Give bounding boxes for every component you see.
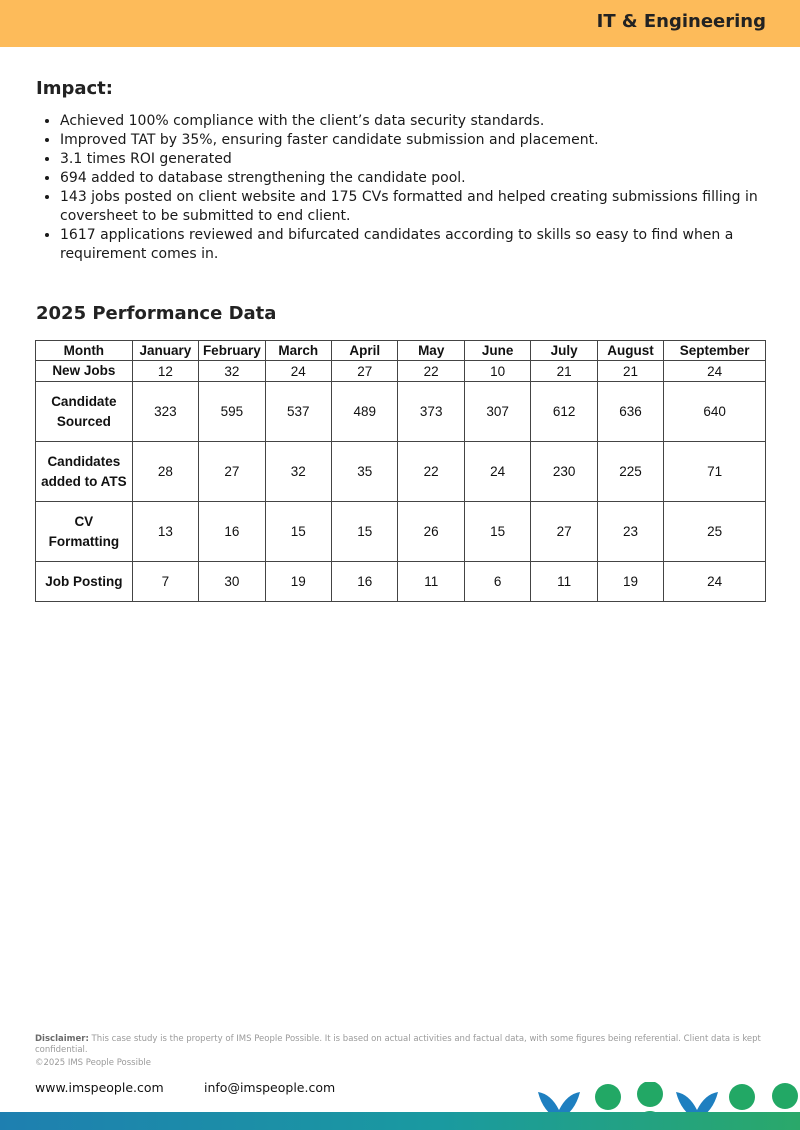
table-cell: 323 bbox=[132, 382, 198, 442]
month-header: August bbox=[597, 341, 663, 361]
month-header: May bbox=[398, 341, 464, 361]
table-cell: 32 bbox=[265, 442, 331, 502]
table-cell: 11 bbox=[531, 562, 597, 602]
disclaimer-text: This case study is the property of IMS People Possible. It is based on actual activities and factual data, with some figures being referential. Client data is kept confidential. bbox=[35, 1034, 761, 1055]
table-cell: 640 bbox=[664, 382, 766, 442]
table-cell: 25 bbox=[664, 502, 766, 562]
table-cell: 15 bbox=[265, 502, 331, 562]
table-cell: 26 bbox=[398, 502, 464, 562]
table-cell: 21 bbox=[597, 361, 663, 382]
row-label: Job Posting bbox=[36, 562, 133, 602]
table-cell: 24 bbox=[265, 361, 331, 382]
table-row bbox=[36, 442, 766, 502]
table-cell: 595 bbox=[199, 382, 265, 442]
table-cell: 225 bbox=[597, 442, 663, 502]
impact-item: • 143 jobs posted on client website and 175 CVs formatted and helped creating submissions filling in coversheet to be submitted to end client. bbox=[60, 188, 765, 226]
table-cell: 21 bbox=[531, 361, 597, 382]
table-cell: 22 bbox=[398, 361, 464, 382]
table-cell: 23 bbox=[597, 502, 663, 562]
table-cell: 612 bbox=[531, 382, 597, 442]
table-cell: 27 bbox=[199, 442, 265, 502]
table-row bbox=[36, 361, 766, 382]
logo-head-shape bbox=[772, 1083, 798, 1109]
table-cell: 16 bbox=[199, 502, 265, 562]
table-cell: 537 bbox=[265, 382, 331, 442]
logo-head-shape bbox=[637, 1082, 663, 1107]
impact-list bbox=[60, 112, 765, 264]
performance-heading: 2025 Performance Data bbox=[36, 303, 277, 324]
table-cell: 7 bbox=[132, 562, 198, 602]
month-header: January bbox=[132, 341, 198, 361]
disclaimer-label: Disclaimer: bbox=[35, 1034, 89, 1044]
month-header: April bbox=[332, 341, 398, 361]
header-title: IT & Engineering bbox=[596, 11, 766, 32]
corner-header: Month bbox=[36, 341, 133, 361]
month-header: July bbox=[531, 341, 597, 361]
table-cell: 22 bbox=[398, 442, 464, 502]
table-header-row bbox=[36, 341, 766, 361]
table-cell: 10 bbox=[464, 361, 530, 382]
table-row bbox=[36, 502, 766, 562]
impact-item: • 3.1 times ROI generated bbox=[60, 150, 765, 169]
table-cell: 27 bbox=[531, 502, 597, 562]
impact-heading: Impact: bbox=[36, 78, 113, 99]
table-cell: 28 bbox=[132, 442, 198, 502]
disclaimer bbox=[35, 1034, 765, 1056]
logo-head-shape bbox=[595, 1084, 621, 1110]
table-cell: 16 bbox=[332, 562, 398, 602]
copyright: ©2025 IMS People Possible bbox=[35, 1058, 151, 1068]
email-link[interactable]: info@imspeople.com bbox=[204, 1080, 336, 1095]
table-cell: 32 bbox=[199, 361, 265, 382]
table-cell: 19 bbox=[265, 562, 331, 602]
table-cell: 6 bbox=[464, 562, 530, 602]
impact-item: • Achieved 100% compliance with the client’s data security standards. bbox=[60, 112, 765, 131]
month-header: February bbox=[199, 341, 265, 361]
impact-item: • 1617 applications reviewed and bifurcated candidates according to skills so easy to find when a requirement comes in. bbox=[60, 226, 765, 264]
logo-head-shape bbox=[729, 1084, 755, 1110]
table-cell: 11 bbox=[398, 562, 464, 602]
table-row bbox=[36, 562, 766, 602]
table-cell: 15 bbox=[332, 502, 398, 562]
row-label: New Jobs bbox=[36, 361, 133, 382]
website-link[interactable]: www.imspeople.com bbox=[35, 1080, 164, 1095]
footer-bar bbox=[0, 1112, 800, 1130]
table-cell: 19 bbox=[597, 562, 663, 602]
table-cell: 24 bbox=[664, 361, 766, 382]
month-header: September bbox=[664, 341, 766, 361]
row-label: Candidates added to ATS bbox=[36, 442, 133, 502]
table-cell: 307 bbox=[464, 382, 530, 442]
table-cell: 489 bbox=[332, 382, 398, 442]
table-cell: 230 bbox=[531, 442, 597, 502]
table-cell: 373 bbox=[398, 382, 464, 442]
row-label: CV Formatting bbox=[36, 502, 133, 562]
month-header: March bbox=[265, 341, 331, 361]
table-cell: 24 bbox=[664, 562, 766, 602]
table-cell: 24 bbox=[464, 442, 530, 502]
table-cell: 30 bbox=[199, 562, 265, 602]
performance-table bbox=[35, 340, 766, 602]
table-row bbox=[36, 382, 766, 442]
table-cell: 71 bbox=[664, 442, 766, 502]
table-cell: 636 bbox=[597, 382, 663, 442]
month-header: June bbox=[464, 341, 530, 361]
impact-item: • 694 added to database strengthening the candidate pool. bbox=[60, 169, 765, 188]
impact-item: • Improved TAT by 35%, ensuring faster candidate submission and placement. bbox=[60, 131, 765, 150]
table-cell: 15 bbox=[464, 502, 530, 562]
row-label: Candidate Sourced bbox=[36, 382, 133, 442]
table-cell: 27 bbox=[332, 361, 398, 382]
table-cell: 35 bbox=[332, 442, 398, 502]
table-cell: 13 bbox=[132, 502, 198, 562]
table-cell: 12 bbox=[132, 361, 198, 382]
